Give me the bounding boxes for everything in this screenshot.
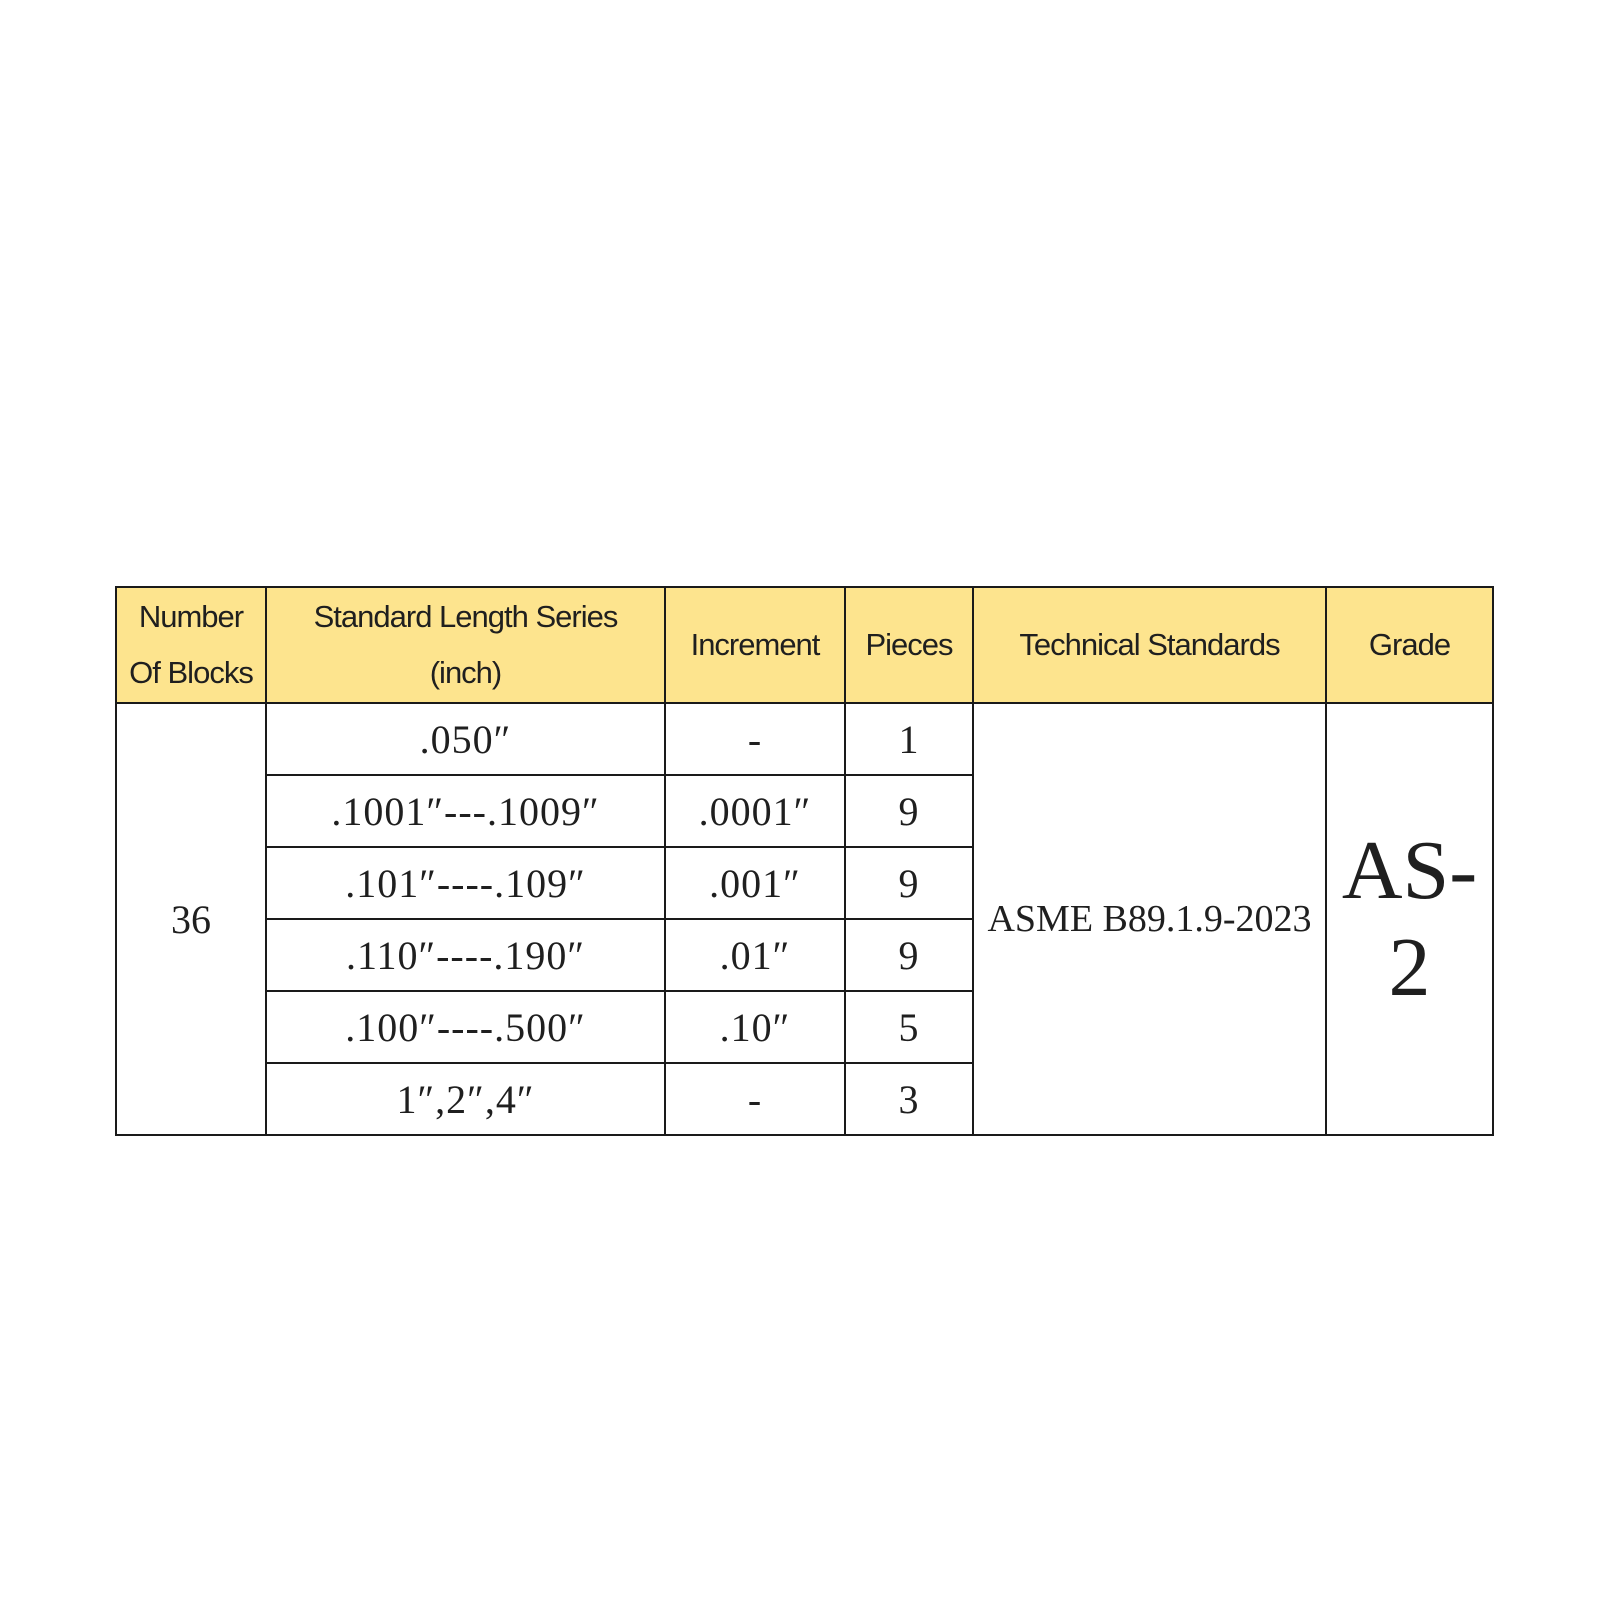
increment-cell: .10″: [665, 991, 845, 1063]
increment-cell: -: [665, 1063, 845, 1135]
header-standard-length-series: [266, 587, 665, 703]
length-cell: 1″,2″,4″: [266, 1063, 665, 1135]
length-cell: .110″----.190″: [266, 919, 665, 991]
pieces-cell: 9: [845, 775, 973, 847]
pieces-cell: 1: [845, 703, 973, 775]
header-standard-length-series-line2: (inch): [429, 655, 502, 690]
header-increment: Increment: [665, 587, 845, 703]
header-row: [116, 587, 1493, 703]
header-technical-standards: Technical Standards: [973, 587, 1326, 703]
increment-cell: -: [665, 703, 845, 775]
increment-cell: .01″: [665, 919, 845, 991]
length-cell: .1001″---.1009″: [266, 775, 665, 847]
number-of-blocks-cell: 36: [116, 703, 266, 1135]
table-row: [116, 703, 1493, 775]
header-grade: Grade: [1326, 587, 1493, 703]
increment-cell: .001″: [665, 847, 845, 919]
length-cell: .101″----.109″: [266, 847, 665, 919]
header-number-of-blocks-line1: Number: [138, 599, 244, 634]
increment-cell: .0001″: [665, 775, 845, 847]
header-pieces: Pieces: [845, 587, 973, 703]
pieces-cell: 5: [845, 991, 973, 1063]
length-cell: .100″----.500″: [266, 991, 665, 1063]
pieces-cell: 3: [845, 1063, 973, 1135]
grade-cell: AS-2: [1326, 703, 1493, 1135]
header-number-of-blocks-line2: Of Blocks: [129, 655, 253, 690]
technical-standard-cell: ASME B89.1.9-2023: [973, 703, 1326, 1135]
gauge-block-spec-table: [115, 586, 1494, 1136]
header-number-of-blocks: [116, 587, 266, 703]
pieces-cell: 9: [845, 847, 973, 919]
length-cell: .050″: [266, 703, 665, 775]
pieces-cell: 9: [845, 919, 973, 991]
header-standard-length-series-line1: Standard Length Series: [313, 599, 618, 634]
